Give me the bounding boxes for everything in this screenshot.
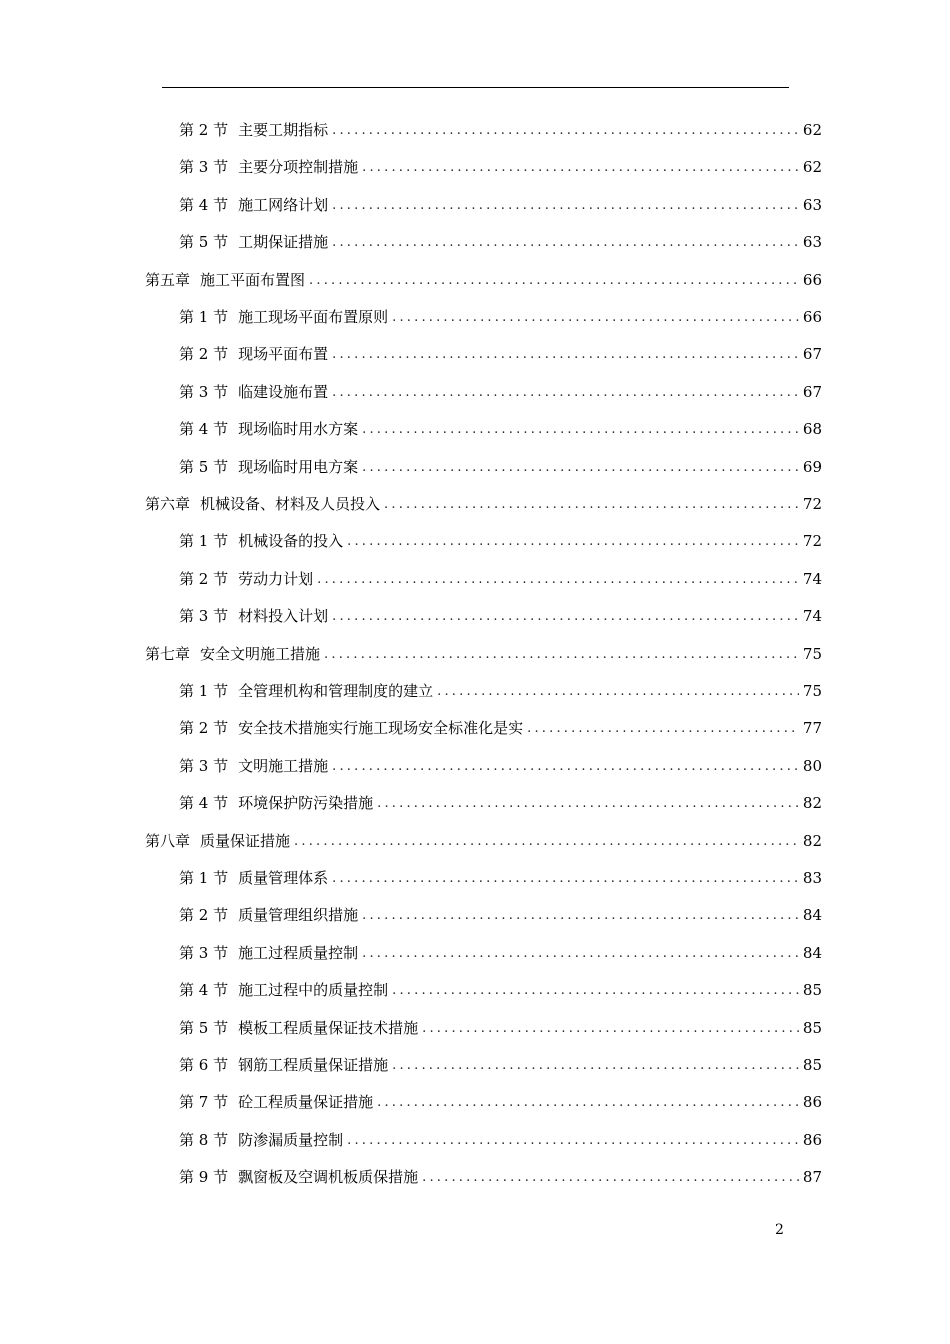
- toc-entry-title: 机械设备的投入: [238, 532, 344, 551]
- toc-entry-page: 85: [802, 981, 822, 1000]
- toc-section-entry[interactable]: [179, 935, 822, 972]
- toc-entry-title: 安全文明施工措施: [200, 644, 321, 663]
- toc-entry-number: 第 8 节: [179, 1130, 229, 1149]
- toc-entry-title: 钢筋工程质量保证措施: [238, 1056, 389, 1074]
- toc-entry-page: 77: [802, 719, 822, 738]
- toc-section-entry[interactable]: [179, 860, 822, 897]
- toc-dot-leader: [377, 1084, 799, 1121]
- toc-dot-leader: [422, 1159, 799, 1196]
- toc-section-entry[interactable]: [179, 1122, 822, 1159]
- header-rule: [162, 87, 789, 88]
- toc-entry-page: 86: [802, 1130, 822, 1149]
- toc-entry-title: 现场临时用电方案: [238, 457, 359, 476]
- toc-entry-title: 安全技术措施实行施工现场安全标准化是实: [238, 719, 524, 738]
- toc-entry-page: 87: [802, 1168, 822, 1187]
- toc-entry-number: 第 4 节: [179, 195, 229, 214]
- toc-entry-page: 62: [802, 121, 822, 139]
- toc-section-entry[interactable]: [179, 1010, 822, 1047]
- toc-entry-title: 施工网络计划: [238, 195, 329, 214]
- toc-entry-page: 63: [802, 195, 822, 214]
- toc-section-entry[interactable]: [179, 1084, 822, 1121]
- toc-entry-number: 第 2 节: [179, 345, 229, 364]
- toc-dot-leader: [437, 673, 799, 710]
- toc-entry-title: 全管理机构和管理制度的建立: [238, 682, 434, 700]
- toc-entry-page: 82: [802, 831, 822, 850]
- toc-entry-page: 63: [802, 233, 822, 252]
- toc-entry-title: 施工过程中的质量控制: [238, 981, 389, 1000]
- toc-dot-leader: [362, 897, 799, 934]
- toc-entry-title: 质量保证措施: [200, 831, 291, 850]
- toc-section-entry[interactable]: [179, 449, 822, 486]
- toc-section-entry[interactable]: [179, 897, 822, 934]
- toc-entry-page: 85: [802, 1018, 822, 1037]
- toc-dot-leader: [392, 299, 799, 336]
- toc-dot-leader: [362, 935, 799, 972]
- toc-entry-title: 现场平面布置: [238, 345, 329, 364]
- toc-entry-number: 第 3 节: [179, 382, 229, 401]
- toc-dot-leader: [422, 1010, 799, 1047]
- page-number: 2: [775, 1222, 784, 1238]
- toc-section-entry[interactable]: [179, 972, 822, 1009]
- toc-entry-page: 75: [802, 682, 822, 700]
- toc-entry-number: 第 1 节: [179, 869, 229, 887]
- toc-entry-number: 第 6 节: [179, 1056, 229, 1074]
- toc-section-entry[interactable]: [179, 1047, 822, 1084]
- toc-entry-title: 劳动力计划: [238, 569, 314, 588]
- toc-entry-number: 第 3 节: [179, 158, 229, 177]
- toc-chapter-entry[interactable]: [145, 636, 822, 673]
- toc-entry-title: 飘窗板及空调机板质保措施: [238, 1168, 419, 1187]
- toc-entry-number: 第 4 节: [179, 794, 229, 813]
- toc-chapter-entry[interactable]: [145, 823, 822, 860]
- toc-entry-page: 84: [802, 906, 822, 925]
- toc-entry-number: 第 2 节: [179, 906, 229, 925]
- toc-dot-leader: [332, 112, 799, 149]
- toc-entry-title: 防渗漏质量控制: [238, 1130, 344, 1149]
- toc-entry-title: 质量管理组织措施: [238, 906, 359, 925]
- toc-dot-leader: [347, 1122, 799, 1159]
- toc-dot-leader: [362, 449, 799, 486]
- toc-entry-number: 第 7 节: [179, 1093, 229, 1112]
- toc-dot-leader: [362, 411, 799, 448]
- toc-section-entry[interactable]: [179, 1159, 822, 1196]
- toc-entry-number: 第 3 节: [179, 943, 229, 962]
- toc-entry-page: 72: [802, 532, 822, 551]
- toc-entry-number: 第 4 节: [179, 420, 229, 439]
- toc-entry-number: 第 1 节: [179, 682, 229, 700]
- toc-section-entry[interactable]: [179, 374, 822, 411]
- toc-entry-number: 第 9 节: [179, 1168, 229, 1187]
- toc-entry-number: 第 3 节: [179, 607, 229, 626]
- toc-entry-title: 工期保证措施: [238, 233, 329, 252]
- toc-entry-page: 74: [802, 607, 822, 626]
- toc-entry-number: 第 1 节: [179, 532, 229, 551]
- toc-dot-leader: [309, 262, 799, 299]
- toc-dot-leader: [294, 823, 799, 860]
- toc-entry-title: 主要工期指标: [238, 121, 329, 139]
- toc-section-entry[interactable]: [179, 748, 822, 785]
- toc-entry-page: 74: [802, 569, 822, 588]
- toc-dot-leader: [332, 860, 799, 897]
- toc-entry-page: 82: [802, 794, 822, 813]
- toc-entry-number: 第 2 节: [179, 121, 229, 139]
- toc-entry-title: 模板工程质量保证技术措施: [238, 1018, 419, 1037]
- toc-dot-leader: [332, 374, 799, 411]
- toc-dot-leader: [332, 748, 799, 785]
- toc-entry-page: 72: [802, 495, 822, 513]
- toc-section-entry[interactable]: [179, 112, 822, 149]
- toc-entry-number: 第八章: [145, 831, 191, 850]
- toc-entry-page: 80: [802, 756, 822, 775]
- toc-dot-leader: [384, 486, 799, 523]
- toc-dot-leader: [332, 224, 799, 261]
- toc-dot-leader: [392, 972, 799, 1009]
- toc-section-entry[interactable]: [179, 187, 822, 224]
- toc-section-entry[interactable]: [179, 598, 822, 635]
- toc-dot-leader: [362, 149, 799, 186]
- toc-dot-leader: [324, 636, 799, 673]
- toc-entry-title: 施工平面布置图: [200, 270, 306, 289]
- toc-entry-page: 69: [802, 457, 822, 476]
- toc-chapter-entry[interactable]: [145, 262, 822, 299]
- toc-entry-page: 84: [802, 943, 822, 962]
- toc-entry-title: 施工过程质量控制: [238, 943, 359, 962]
- toc-entry-page: 68: [802, 420, 822, 439]
- toc-chapter-entry[interactable]: [145, 486, 822, 523]
- toc-entry-title: 现场临时用水方案: [238, 420, 359, 439]
- toc-entry-number: 第 5 节: [179, 233, 229, 252]
- toc-entry-title: 主要分项控制措施: [238, 158, 359, 177]
- toc-section-entry[interactable]: [179, 785, 822, 822]
- toc-dot-leader: [317, 561, 799, 598]
- toc-entry-title: 临建设施布置: [238, 382, 329, 401]
- toc-entry-number: 第 1 节: [179, 308, 229, 326]
- toc-section-entry[interactable]: [179, 299, 822, 336]
- toc-entry-page: 67: [802, 382, 822, 401]
- toc-section-entry[interactable]: [179, 411, 822, 448]
- toc-entry-number: 第五章: [145, 270, 191, 289]
- toc-entry-number: 第 3 节: [179, 756, 229, 775]
- toc-dot-leader: [377, 785, 799, 822]
- toc-entry-title: 文明施工措施: [238, 756, 329, 775]
- toc-dot-leader: [332, 336, 799, 373]
- toc-dot-leader: [392, 1047, 799, 1084]
- toc-section-entry[interactable]: [179, 149, 822, 186]
- toc-section-entry[interactable]: [179, 561, 822, 598]
- toc-entry-page: 66: [802, 270, 822, 289]
- toc-entry-number: 第 5 节: [179, 1018, 229, 1037]
- toc-section-entry[interactable]: [179, 224, 822, 261]
- toc-entry-page: 85: [802, 1056, 822, 1074]
- toc-entry-number: 第六章: [145, 495, 191, 513]
- toc-entry-page: 62: [802, 158, 822, 177]
- toc-entry-page: 75: [802, 644, 822, 663]
- toc-entry-number: 第 2 节: [179, 719, 229, 738]
- toc-dot-leader: [332, 598, 799, 635]
- toc-entry-page: 83: [802, 869, 822, 887]
- toc-entry-page: 67: [802, 345, 822, 364]
- toc-section-entry[interactable]: [179, 523, 822, 560]
- toc-entry-title: 材料投入计划: [238, 607, 329, 626]
- toc-entry-number: 第 2 节: [179, 569, 229, 588]
- toc-section-entry[interactable]: [179, 336, 822, 373]
- toc-dot-leader: [332, 187, 799, 224]
- toc-entry-number: 第 5 节: [179, 457, 229, 476]
- toc-entry-number: 第 4 节: [179, 981, 229, 1000]
- toc-section-entry[interactable]: [179, 673, 822, 710]
- toc-dot-leader: [347, 523, 799, 560]
- toc-entry-title: 机械设备、材料及人员投入: [200, 495, 381, 513]
- toc-entry-title: 砼工程质量保证措施: [238, 1093, 374, 1112]
- toc-entry-number: 第七章: [145, 644, 191, 663]
- toc-entry-title: 环境保护防污染措施: [238, 794, 374, 813]
- toc-section-entry[interactable]: [179, 710, 822, 747]
- toc-entry-title: 质量管理体系: [238, 869, 329, 887]
- toc-dot-leader: [527, 710, 799, 747]
- toc-entry-title: 施工现场平面布置原则: [238, 308, 389, 326]
- toc-entry-page: 86: [802, 1093, 822, 1112]
- toc-entry-page: 66: [802, 308, 822, 326]
